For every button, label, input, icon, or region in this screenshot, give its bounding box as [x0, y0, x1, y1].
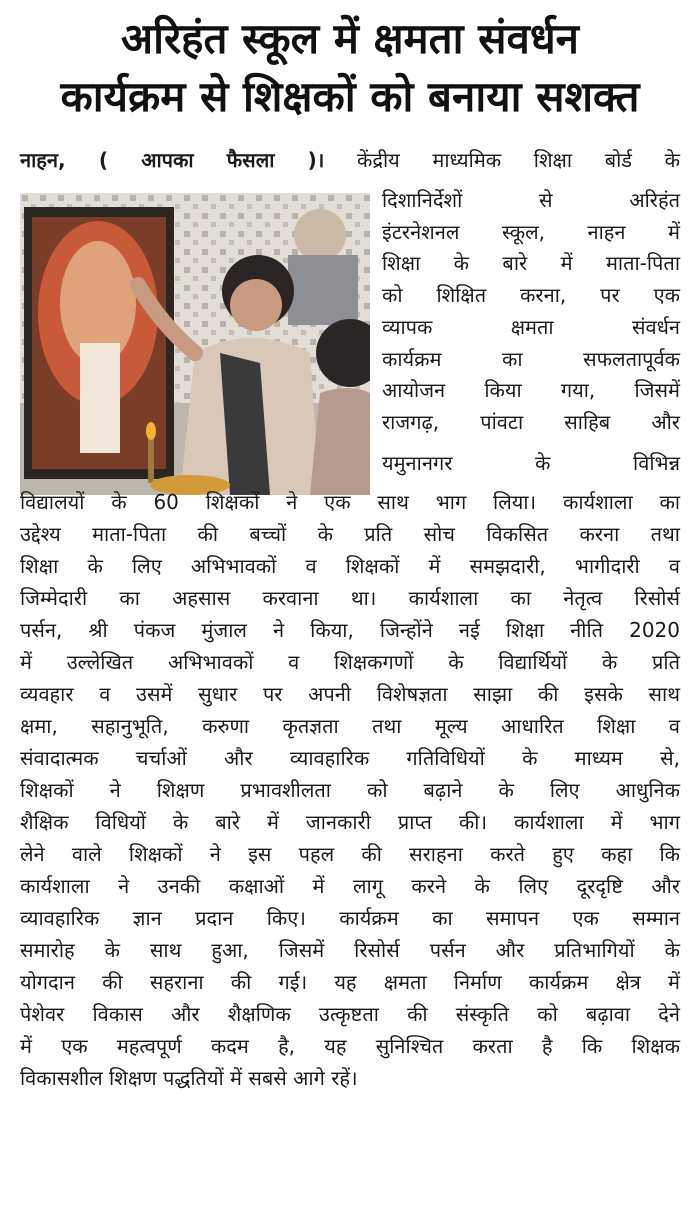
headline-line-1: अरिहंत स्कूल में क्षमता संवर्धन: [121, 14, 579, 63]
article-line: [20, 145, 680, 175]
article-line: शिक्षकों ने शिक्षण प्रभावशीलता को बढ़ाने के लिए आधुनिक: [20, 778, 680, 802]
article-line: को शिक्षित करना, पर एक: [382, 283, 680, 307]
article-line: विद्यालयों के 60 शिक्षकों ने एक साथ भाग लिया। कार्यशाला का: [20, 490, 680, 514]
article-line: शैक्षिक विधियों के बारे में जानकारी प्राप्त की। कार्यशाला में भाग: [20, 810, 680, 834]
article-line: कार्यक्रम का सफलतापूर्वक: [382, 347, 680, 371]
photo-icon: [20, 193, 370, 495]
event-photo: [20, 193, 370, 495]
article-line: राजगढ़, पांवटा साहिब और: [382, 410, 680, 434]
article-line: व्यावहारिक ज्ञान प्रदान किए। कार्यक्रम का समापन एक सम्मान: [20, 906, 680, 930]
article-line: लेने वाले शिक्षकों ने इस पहल की सराहना करते हुए कहा कि: [20, 842, 680, 866]
article-line: शिक्षा के लिए अभिभावकों व शिक्षकों में समझदारी, भागीदारी व: [20, 554, 680, 578]
article-line: विकासशील शिक्षण पद्धतियों में सबसे आगे रहें।: [20, 1066, 358, 1090]
article-line: व्यवहार व उसमें सुधार पर अपनी विशेषज्ञता साझा की इसके साथ: [20, 682, 680, 706]
article-line: पेशेवर विकास और शैक्षणिक उत्कृष्टता की संस्कृति को बढ़ावा देने: [20, 1002, 680, 1026]
article-line: संवादात्मक चर्चाओं और व्यावहारिक गतिविधियों के माध्यम से,: [20, 746, 680, 770]
article-line: इंटरनेशनल स्कूल, नाहन में: [382, 220, 680, 244]
dateline: नाहन, ( आपका फैसला )।: [20, 148, 325, 172]
article-line: कार्यशाला ने उनकी कक्षाओं में लागू करने के लिए दूरदृष्टि और: [20, 874, 680, 898]
article-line: समारोह के साथ हुआ, जिसमें रिसोर्स पर्सन और प्रतिभागियों के: [20, 938, 680, 962]
headline: [14, 10, 686, 126]
article-line: यमुनानगर के विभिन्न: [382, 451, 680, 475]
article-line: आयोजन किया गया, जिसमें: [382, 378, 680, 402]
article-line: व्यापक क्षमता संवर्धन: [382, 315, 680, 339]
article-line: क्षमा, सहानुभूति, करुणा कृतज्ञता तथा मूल्य आधारित शिक्षा व: [20, 714, 680, 738]
article-line: उद्देश्य माता-पिता की बच्चों के प्रति सोच विकसित करना तथा: [20, 522, 680, 546]
article-line: में एक महत्वपूर्ण कदम है, यह सुनिश्चित करता है कि शिक्षक: [20, 1034, 680, 1058]
article-line: जिम्मेदारी का अहसास करवाना था। कार्यशाला का नेतृत्व रिसोर्स: [20, 586, 680, 610]
article-line: में उल्लेखित अभिभावकों व शिक्षकगणों के विद्यार्थियों के प्रति: [20, 650, 680, 674]
article-line: योगदान की सहराना की गई। यह क्षमता निर्माण कार्यक्रम क्षेत्र में: [20, 970, 680, 994]
article-line: शिक्षा के बारे में माता-पिता: [382, 251, 680, 275]
headline-line-2: कार्यक्रम से शिक्षकों को बनाया सशक्त: [60, 72, 640, 121]
article-line: पर्सन, श्री पंकज मुंजाल ने किया, जिन्होंने नई शिक्षा नीति 2020: [20, 618, 680, 642]
article-line-text: केंद्रीय माध्यमिक शिक्षा बोर्ड के: [324, 148, 680, 172]
article-line: दिशानिर्देशों से अरिहंत: [382, 188, 680, 212]
